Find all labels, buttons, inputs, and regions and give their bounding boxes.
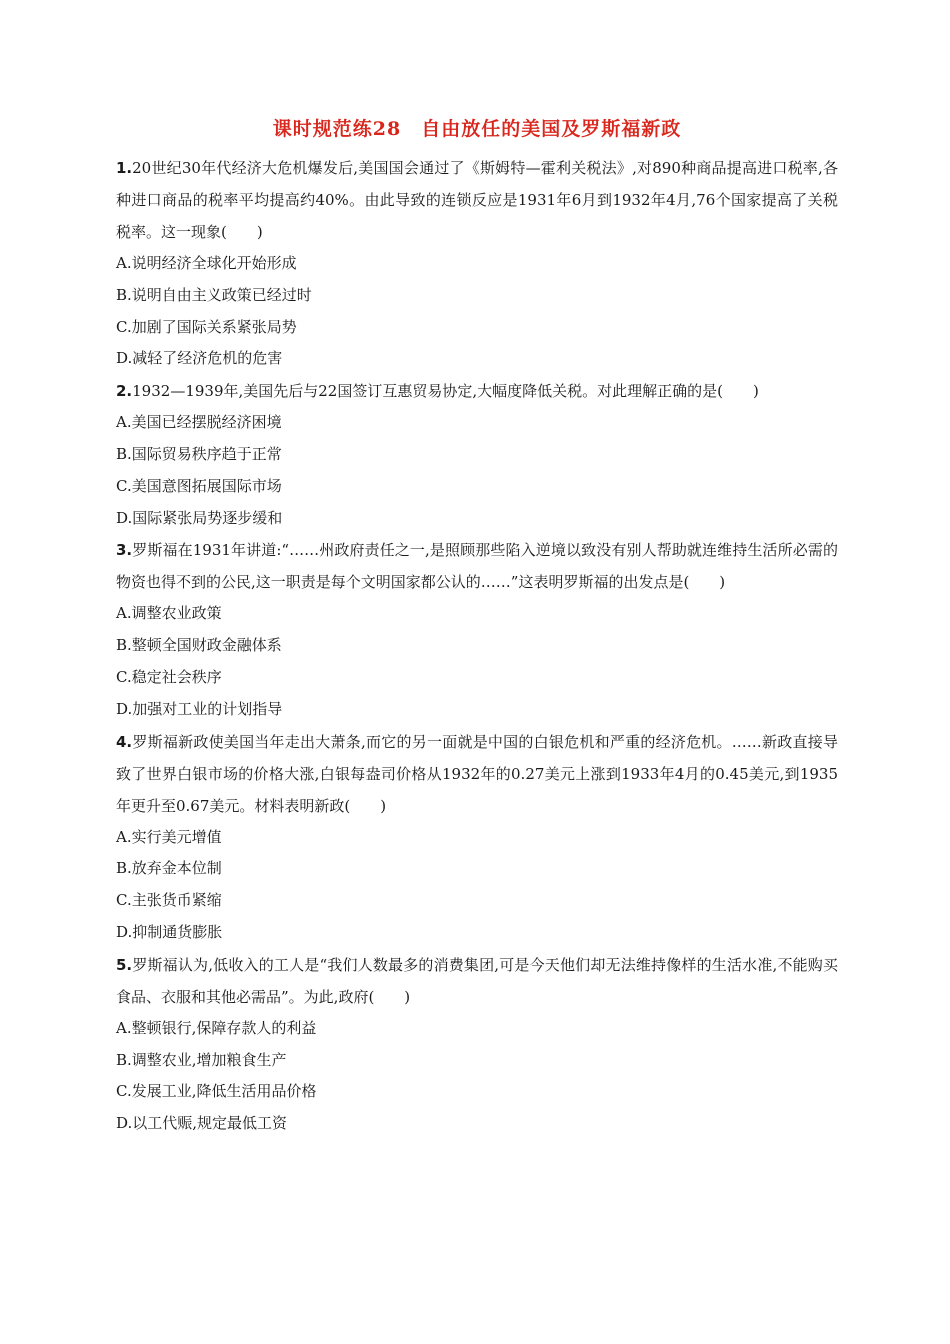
question-text: 罗斯福认为,低收入的工人是“我们人数最多的消费集团,可是今天他们却无法维持像样的生活水准,不能购买食品、衣服和其他必需品”。为此,政府( )	[116, 955, 838, 1006]
option-d: D.加强对工业的计划指导	[116, 699, 283, 718]
question-text: 罗斯福在1931年讲道:“……州政府责任之一,是照顾那些陷入逆境以致没有别人帮助就连维持生活所必需的物资也得不到的公民,这一职责是每个文明国家都公认的……”这表明罗斯福的出发点是( )	[116, 541, 838, 592]
question-stem	[116, 375, 838, 407]
question-text: 20世纪30年代经济大危机爆发后,美国国会通过了《斯姆特—霍利关税法》,对890种商品提高进口税率,各种进口商品的税率平均提高约40%。由此导致的连锁反应是1931年6月到1932年4月,76个国家提高了关税税率。这一现象( )	[116, 159, 838, 241]
question-stem	[116, 726, 838, 822]
option-c: C.加剧了国际关系紧张局势	[116, 317, 297, 336]
question-3	[116, 534, 838, 725]
question-text: 罗斯福新政使美国当年走出大萧条,而它的另一面就是中国的白银危机和严重的经济危机。……新政直接导致了世界白银市场的价格大涨,白银每盎司价格从1932年的0.27美元上涨到1933年4月的0.45美元,到1935年更升至0.67美元。材料表明新政( )	[116, 732, 838, 815]
question-1	[116, 152, 838, 375]
question-2	[116, 375, 838, 534]
question-stem	[116, 949, 838, 1013]
worksheet-page	[116, 114, 838, 1140]
option-c: C.主张货币紧缩	[116, 891, 222, 910]
question-stem	[116, 152, 838, 248]
option-a: A.整顿银行,保障存款人的利益	[116, 1018, 317, 1037]
question-number: 5.	[116, 955, 133, 974]
option-b: B.整顿全国财政金融体系	[116, 636, 282, 655]
option-b: B.国际贸易秩序趋于正常	[116, 444, 282, 463]
option-a: A.调整农业政策	[116, 604, 222, 623]
question-text: 1932—1939年,美国先后与22国签订互惠贸易协定,大幅度降低关税。对此理解正确的是( )	[132, 382, 759, 401]
option-d: D.国际紧张局势逐步缓和	[116, 508, 283, 527]
question-5	[116, 949, 838, 1140]
question-number: 2.	[116, 382, 133, 401]
question-4	[116, 726, 838, 949]
option-b: B.放弃金本位制	[116, 859, 222, 878]
question-number: 3.	[116, 541, 133, 560]
option-d: D.减轻了经济危机的危害	[116, 349, 283, 368]
option-c: C.美国意图拓展国际市场	[116, 476, 282, 495]
question-number: 1.	[116, 159, 133, 177]
option-a: A.实行美元增值	[116, 827, 222, 846]
question-number: 4.	[116, 732, 133, 751]
question-stem	[116, 534, 838, 598]
option-d: D.以工代赈,规定最低工资	[116, 1114, 288, 1133]
option-a: A.说明经济全球化开始形成	[116, 254, 297, 272]
option-c: C.发展工业,降低生活用品价格	[116, 1082, 317, 1101]
option-b: B.调整农业,增加粮食生产	[116, 1050, 287, 1069]
page-title: 课时规范练28 自由放任的美国及罗斯福新政	[272, 118, 682, 140]
option-a: A.美国已经摆脱经济困境	[116, 413, 282, 432]
option-d: D.抑制通货膨胀	[116, 922, 223, 941]
option-b: B.说明自由主义政策已经过时	[116, 285, 312, 304]
option-c: C.稳定社会秩序	[116, 667, 222, 686]
